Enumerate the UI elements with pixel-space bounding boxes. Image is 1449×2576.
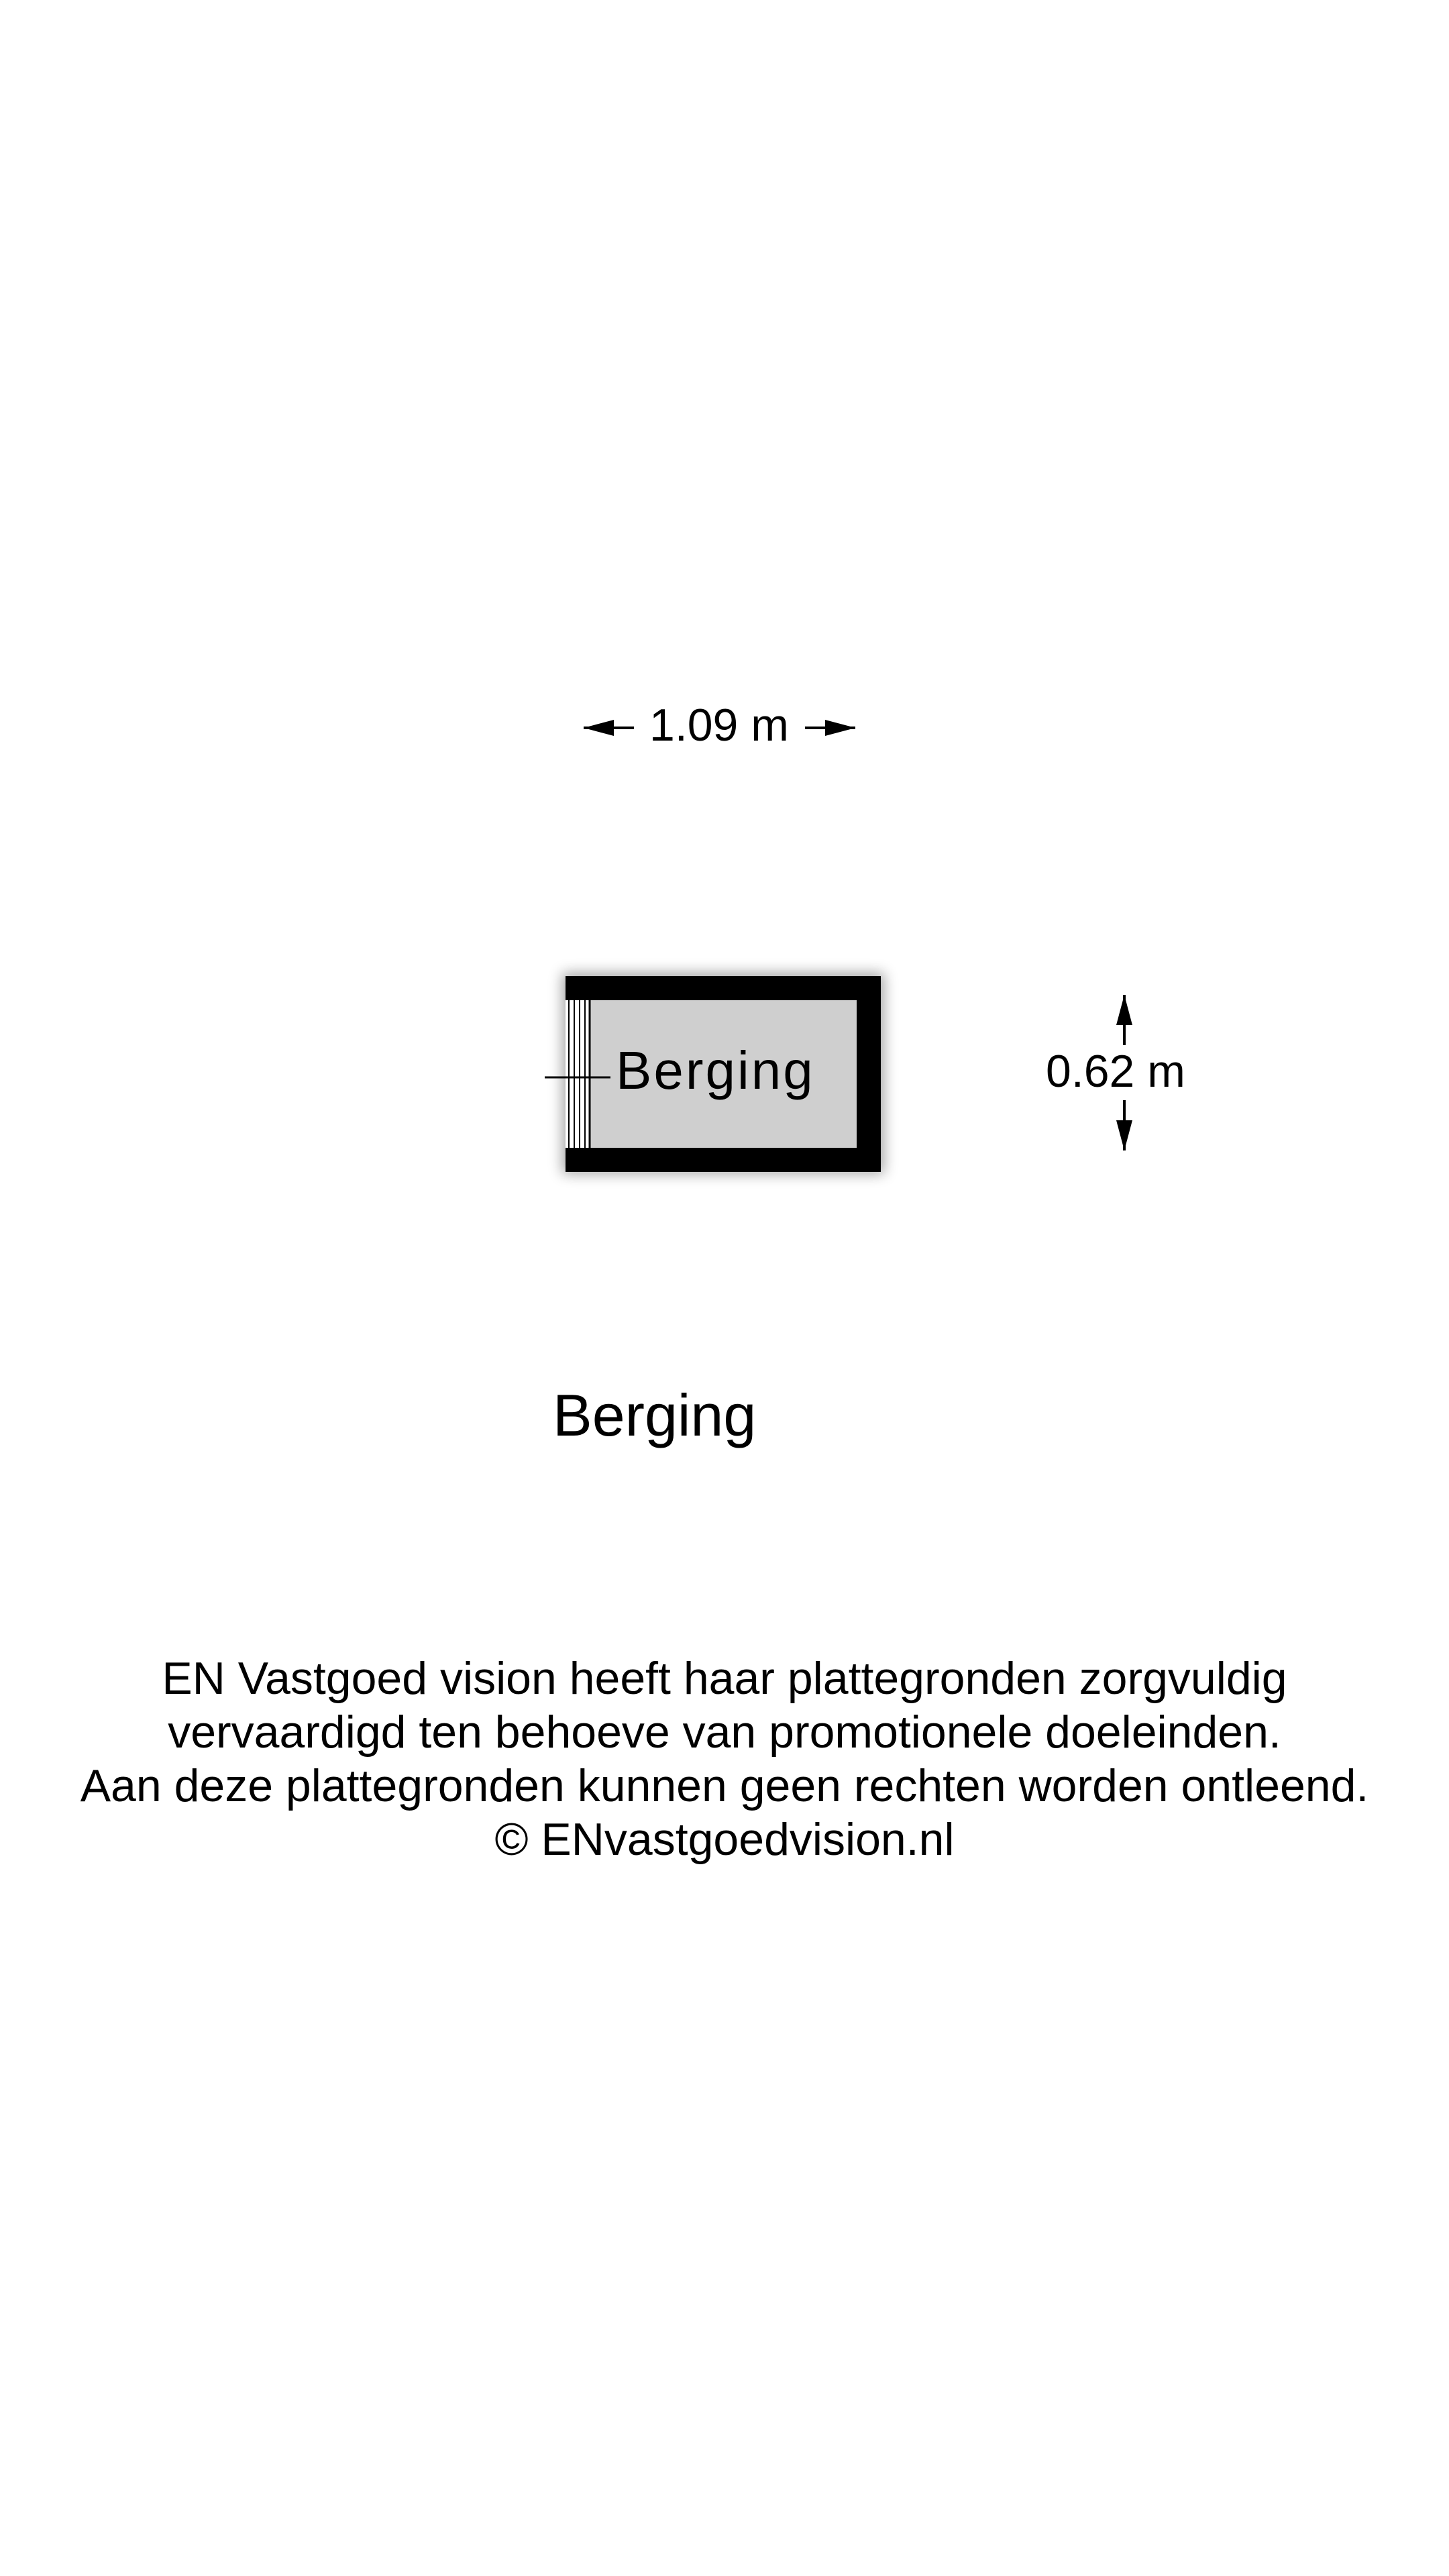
height-dimension-label: 0.62 m: [1046, 1046, 1185, 1097]
disclaimer: [0, 1652, 1449, 1866]
floor-title: Berging: [553, 1382, 757, 1448]
height-arrow-top-head: [1116, 995, 1132, 1025]
disclaimer-copyright: © ENvastgoedvision.nl: [494, 1814, 955, 1865]
height-arrow-bottom-head: [1116, 1120, 1132, 1150]
room-label: Berging: [616, 1040, 815, 1100]
disclaimer-line: vervaardigd ten behoeve van promotionele doeleinden.: [168, 1707, 1281, 1758]
width-dimension-label: 1.09 m: [649, 700, 789, 751]
disclaimer-line: Aan deze plattegronden kunnen geen rechten worden ontleend.: [80, 1760, 1369, 1811]
width-arrow-right-head: [825, 720, 855, 736]
disclaimer-line: EN Vastgoed vision heeft haar plattegronden zorgvuldig: [162, 1653, 1287, 1704]
width-arrow-left-head: [584, 720, 614, 736]
